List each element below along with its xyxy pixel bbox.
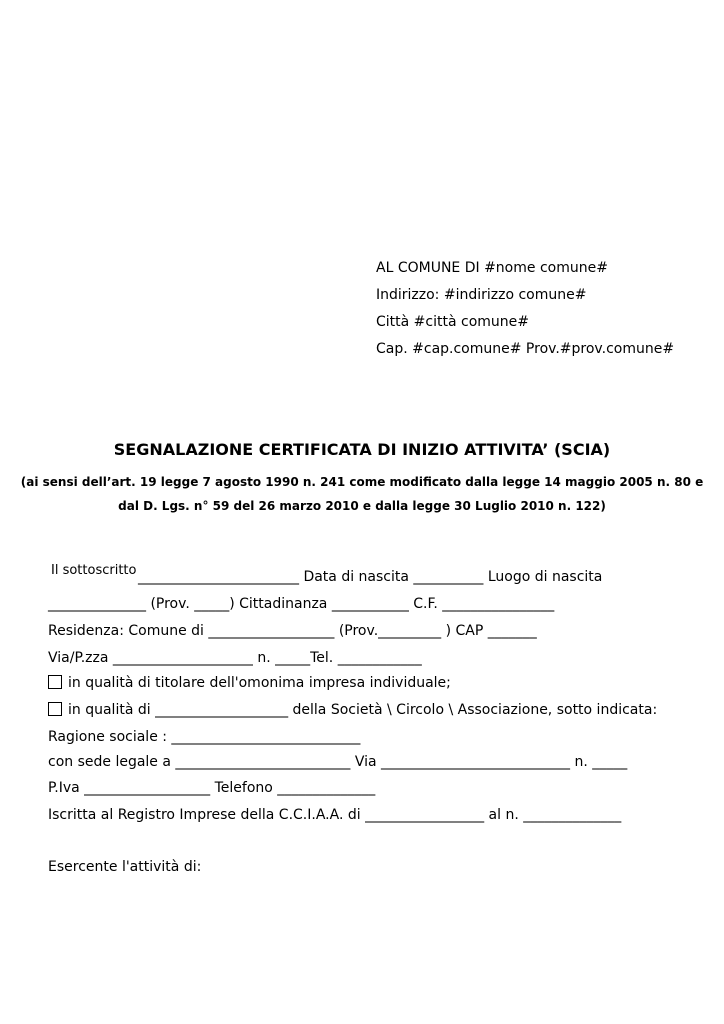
- form-line-attivita: Esercente l'attività di:: [48, 859, 202, 875]
- recipient-address-block: [376, 255, 674, 363]
- option-titolare: [48, 675, 451, 691]
- form-line-birth: _______________________ Data di nascita __________ Luogo di nascita: [138, 569, 603, 585]
- recipient-comune: AL COMUNE DI #nome comune#: [376, 260, 608, 276]
- document-title: SEGNALAZIONE CERTIFICATA DI INIZIO ATTIVITA’ (SCIA): [113, 440, 611, 459]
- form-line-registro-imprese: Iscritta al Registro Imprese della C.C.I.A.A. di _________________ al n. ______________: [48, 807, 622, 823]
- recipient-cap-prov: Cap. #cap.comune# Prov.#prov.comune#: [376, 341, 675, 357]
- form-line-ragione-sociale: Ragione sociale : ___________________________: [48, 729, 361, 745]
- subtitle-line-2: dal D. Lgs. n° 59 del 26 marzo 2010 e dalla legge 30 Luglio 2010 n. 122): [118, 499, 606, 513]
- form-line-address: Via/P.zza ____________________ n. _____Tel. ____________: [48, 650, 422, 666]
- societa-checkbox[interactable]: [48, 702, 62, 716]
- subtitle-line-1: (ai sensi dell’art. 19 legge 7 agosto 1990 n. 241 come modificato dalla legge 14 maggio 2005 n. 80 e: [20, 475, 704, 489]
- option-societa: [48, 702, 657, 718]
- option-societa-label: in qualità di ___________________ della Società \ Circolo \ Associazione, sotto indicata:: [68, 702, 658, 718]
- recipient-indirizzo: Indirizzo: #indirizzo comune#: [376, 287, 587, 303]
- form-line-piva: P.Iva __________________ Telefono ______________: [48, 780, 376, 796]
- sottoscritto-label: Il sottoscritto: [51, 563, 137, 578]
- recipient-citta: Città #città comune#: [376, 314, 529, 330]
- option-titolare-label: in qualità di titolare dell'omonima impresa individuale;: [68, 675, 451, 691]
- form-line-sede-legale: con sede legale a _________________________ Via ___________________________ n. _____: [48, 754, 628, 770]
- titolare-checkbox[interactable]: [48, 675, 62, 689]
- form-line-residence: Residenza: Comune di __________________ (Prov._________ ) CAP _______: [48, 623, 537, 639]
- document-subtitle: [0, 470, 724, 518]
- form-line-citizenship: ______________ (Prov. _____) Cittadinanza ___________ C.F. ________________: [48, 596, 555, 612]
